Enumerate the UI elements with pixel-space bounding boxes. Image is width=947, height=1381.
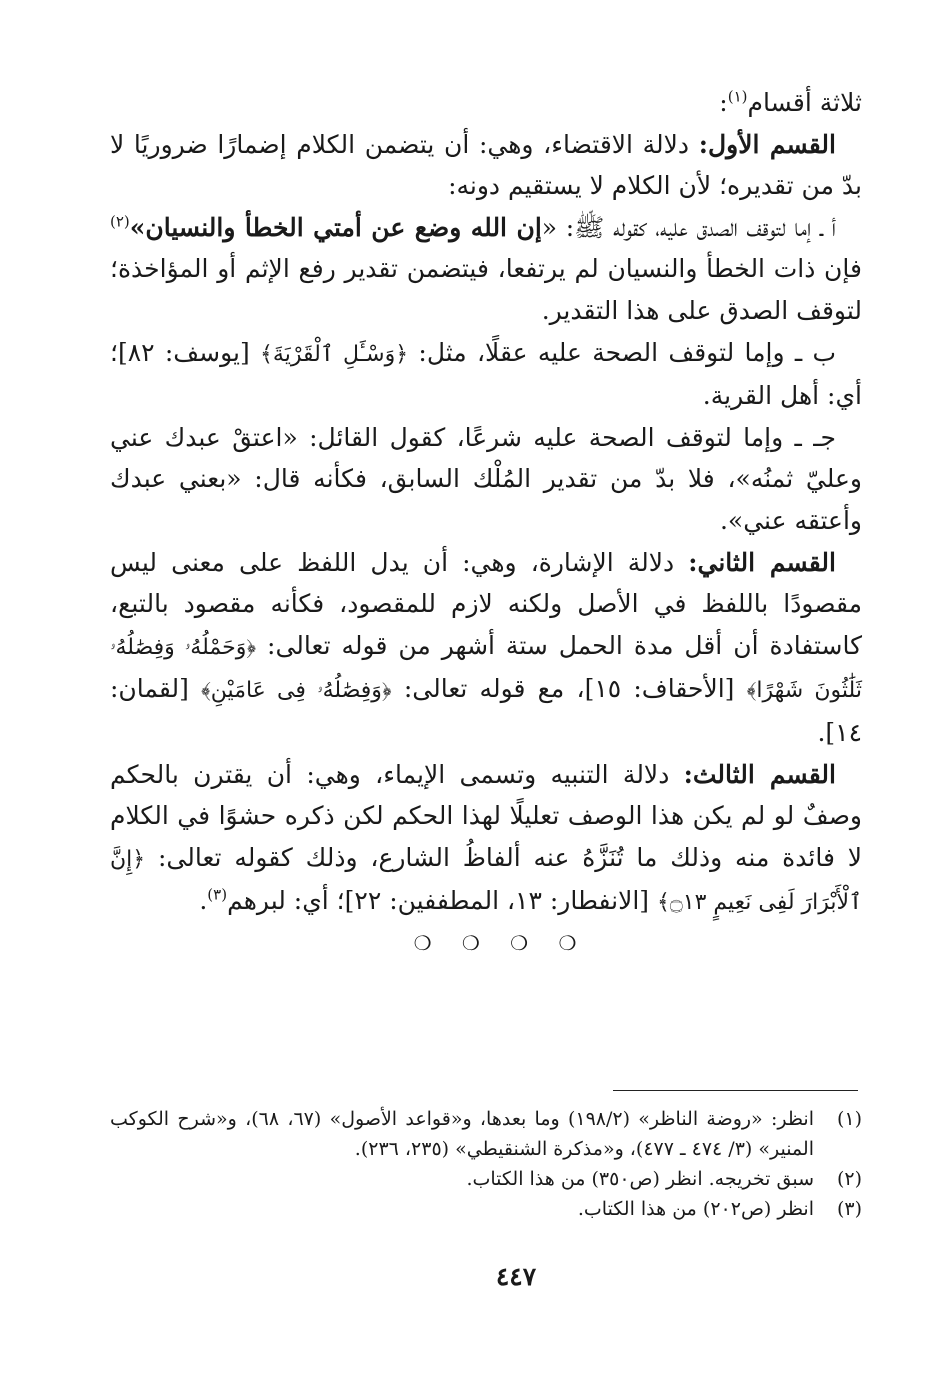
item-b-text-end: [يوسف: ٨٢]؛ أي: أهل القرية. xyxy=(110,337,862,411)
section-3-text-end: . xyxy=(199,886,208,916)
footnote-ref-3[interactable]: (٣) xyxy=(207,885,228,904)
page-number: ٤٤٧ xyxy=(495,1262,537,1291)
footnote-ref-1[interactable]: (١) xyxy=(727,87,748,106)
section-3-heading: القسم الثالث: xyxy=(683,759,836,789)
footnote-divider xyxy=(613,1090,858,1091)
quran-verse-infitar: ﴿إِنَّ ٱلْأَبْرَارَ لَفِى نَعِيمٍ ۝١٣﴾ xyxy=(110,846,862,916)
section-2-heading: القسم الثاني: xyxy=(688,547,836,577)
section-3-text-start: دلالة التنبيه وتسمى الإيماء، وهي: أن يقترن بالحكم وصفٌ لو لم يكن هذا الوصف تعليلًا لهذا الحكم لكن ذكره حشوًا في الكلام لا فائدة منه وذلك ما تُنَزَّهُ عنه ألفاظُ الشارع، وذلك كقوله تعالى: xyxy=(110,759,862,872)
footnote-1-number: (١) xyxy=(836,1108,862,1130)
quran-verse-luqman: ﴿وَفِصَٰلُهُۥ فِى عَامَيْنِ﴾ xyxy=(201,678,392,704)
quran-verse-yusuf: ﴿وَسْـَٔلِ ٱلْقَرْيَةَ﴾ xyxy=(260,341,409,367)
footnote-1-text: انظر: «روضة الناظر» (١٩٨/٢) وما بعدها، و«قواعد الأصول» (٦٧، ٦٨)، و«شرح الكوكب المنير» (٣/ ٤٧٤ ـ ٤٧٧)، و«مذكرة الشنقيطي» (٢٣٥، ٢٣٦). xyxy=(110,1108,814,1160)
section-2-paragraph xyxy=(110,542,862,754)
footnote-2-text: سبق تخريجه. انظر (ص٣٥٠) من هذا الكتاب. xyxy=(466,1168,814,1190)
footnote-ref-2[interactable]: (٢) xyxy=(110,212,130,231)
intro-text: ثلاثة أقسام xyxy=(747,88,862,117)
footnote-1 xyxy=(110,1104,862,1164)
footnotes xyxy=(110,1104,862,1224)
hadith-text: إن الله وضع عن أمتي الخطأ والنسيان xyxy=(145,212,542,242)
intro-line xyxy=(110,82,862,124)
page-body xyxy=(110,82,862,1372)
item-a-text-end: فإن ذات الخطأ والنسيان لم يرتفعا، فيتضمن تقدير رفع الإثم أو المؤاخذة؛ لتوقف الصدق على هذا التقدير. xyxy=(110,254,862,325)
section-1-heading: القسم الأول: xyxy=(698,129,836,159)
footnote-3-text: انظر (ص٢٠٢) من هذا الكتاب. xyxy=(577,1198,814,1220)
item-c-paragraph: جـ ـ وإما لتوقف الصحة عليه شرعًا، كقول القائل: «اعتقْ عبدك عني وعليّ ثمنُه»، فلا بدّ من تقدير المُلْك السابق، فكأنه قال: «بعني عبدك وأعتقه عني». xyxy=(110,422,862,535)
section-2-text-mid: [الأحقاف: ١٥]، مع قوله تعالى: xyxy=(391,674,747,704)
quran-verse-ahqaf: ﴿وَحَمْلُهُۥ وَفِصَٰلُهُۥ ثَلَٰثُونَ شَهْرًا﴾ xyxy=(110,634,862,704)
item-a-text-mid: » xyxy=(129,212,146,242)
section-2-text-end: [لقمان: ١٤]. xyxy=(110,674,862,747)
section-end-ornament: ❍ ❍ ❍ ❍ xyxy=(413,930,589,955)
item-a-paragraph xyxy=(110,207,862,332)
item-b-text-start: ب ـ وإما لتوقف الصحة عليه عقلًا، مثل: xyxy=(408,337,837,367)
section-3-paragraph xyxy=(110,754,862,924)
item-a-text-start: أ ـ إما لتوقف الصدق عليه، كقوله ﷺ: « xyxy=(541,212,836,242)
section-1-text: دلالة الاقتضاء، وهي: أن يتضمن الكلام إضمارًا ضروريًا لا بدّ من تقديره؛ لأن الكلام لا يستقيم دونه: xyxy=(110,129,862,201)
item-b-paragraph xyxy=(110,332,862,417)
intro-tail: : xyxy=(719,88,728,117)
section-2-text-start: دلالة الإشارة، وهي: أن يدل اللفظ على معنى ليس مقصودًا باللفظ في الأصل ولكنه لازم للمقصود، فكأنه مقصود بالتبع، كاستفادة أن أقل مدة الحمل ستة أشهر من قوله تعالى: xyxy=(110,547,862,660)
footnote-2-number: (٢) xyxy=(836,1168,862,1190)
footnote-3 xyxy=(110,1194,862,1224)
footnote-2 xyxy=(110,1164,862,1194)
footnote-3-number: (٣) xyxy=(836,1198,862,1220)
section-1-paragraph xyxy=(110,124,862,207)
section-3-text-mid: [الانفطار: ١٣، المطففين: ٢٢]؛ أي: لبرهم xyxy=(227,886,657,916)
